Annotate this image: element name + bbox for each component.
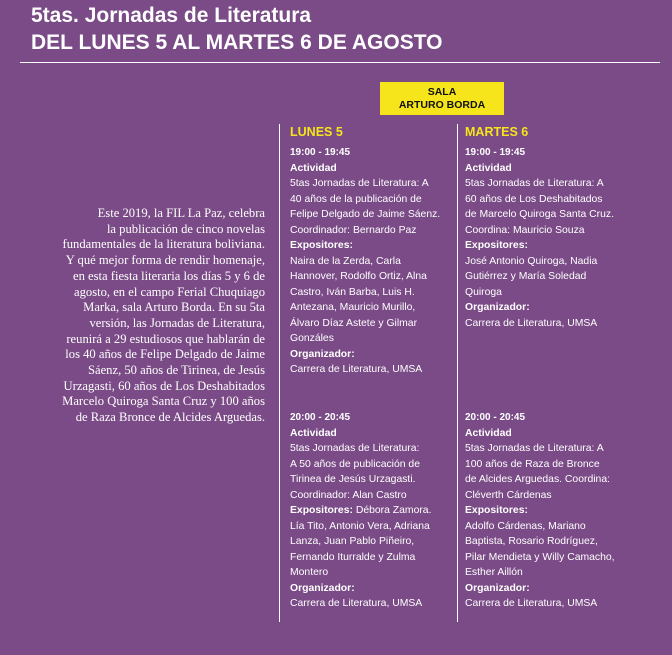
session-line: [290, 488, 431, 504]
session-text: Quiroga: [465, 286, 502, 298]
session-label: Actividad: [465, 427, 512, 439]
column-divider-right: [457, 124, 458, 622]
session-text: Naira de la Zerda, Carla: [290, 255, 401, 267]
session-line: [290, 581, 431, 597]
session-text: 5tas Jornadas de Literatura:: [290, 443, 420, 454]
intro-line: Marcelo Quiroga Santa Cruz y 100 años: [62, 394, 265, 409]
session-line: [465, 176, 635, 192]
session-text: Carrera de Literatura, UMSA: [290, 598, 423, 609]
session-line: [465, 192, 635, 208]
session-line: [465, 472, 615, 488]
column-divider-left: [279, 124, 280, 622]
session-text: Hannover, Rodolfo Ortiz, Alna: [290, 271, 427, 282]
session-line: [290, 426, 431, 442]
session-time: 20:00 - 20:45: [465, 412, 526, 423]
session-text: Carrera de Literatura, UMSA: [465, 598, 598, 609]
session-time: 19:00 - 19:45: [465, 147, 526, 158]
session-line: [290, 254, 445, 270]
intro-line: Marka, sala Arturo Borda. En su 5ta: [83, 300, 265, 315]
intro-line: Y qué mejor forma de rendir homenaje,: [65, 253, 265, 268]
session-line: [465, 254, 635, 270]
session-line: [290, 519, 431, 535]
session-line: [290, 176, 445, 192]
session-line: [290, 565, 431, 581]
session-label: Organizador:: [465, 582, 530, 594]
session-line: [465, 519, 615, 535]
session-line: [465, 300, 635, 316]
session-text: 5tas Jornadas de Literatura: A: [290, 178, 429, 189]
session-text: 5tas Jornadas de Literatura: A: [465, 178, 604, 189]
page-title: 5tas. Jornadas de Literatura: [31, 4, 312, 27]
session-text: Pilar Mendieta y Willy Camacho,: [465, 551, 615, 563]
session-text: Fernando Iturralde y Zulma: [290, 551, 416, 563]
session-line: [465, 550, 615, 566]
session-block: [465, 145, 635, 331]
session-label: Organizador:: [290, 348, 355, 360]
session-label: Actividad: [290, 427, 337, 439]
session-label: Actividad: [465, 162, 512, 174]
session-block: [290, 145, 445, 378]
day-column-tuesday: [465, 124, 635, 609]
session-line: [465, 457, 615, 473]
session-text: Felipe Delgado de Jaime Sáenz.: [290, 209, 441, 220]
session-line: [465, 565, 615, 581]
session-text: 100 años de Raza de Bronce: [465, 458, 600, 470]
page-subtitle: DEL LUNES 5 AL MARTES 6 DE AGOSTO: [31, 31, 443, 54]
session-line: [290, 550, 431, 566]
session-line: [465, 441, 615, 457]
session-text: Coordinador: Bernardo Paz: [290, 224, 417, 236]
session-label: Expositores:: [465, 240, 528, 251]
session-line: [290, 331, 445, 347]
session-text: Carrera de Literatura, UMSA: [465, 317, 598, 329]
intro-line: reunirá a 29 estudiosos que hablarán de: [66, 331, 265, 346]
intro-paragraph: [33, 206, 265, 426]
session-line: [290, 161, 445, 177]
session-line: [290, 207, 445, 223]
session-text: Álvaro Díaz Astete y Gilmar: [290, 317, 418, 329]
day-heading: LUNES 5: [290, 125, 343, 139]
room-label-line1: SALA: [427, 86, 457, 98]
session-line: [290, 503, 431, 519]
intro-line: versión, las Jornadas de Literatura,: [89, 315, 265, 330]
intro-line: la publicación de cinco novelas: [106, 221, 265, 236]
session-line: [290, 192, 445, 208]
day-column-monday: [290, 124, 445, 609]
session-text: Coordina: Mauricio Souza: [465, 224, 585, 236]
intro-line: de Raza Bronce de Alcides Arguedas.: [75, 410, 265, 425]
intro-line: Este 2019, la FIL La Paz, celebra: [97, 206, 265, 220]
session-line: [290, 596, 431, 612]
session-text: Adolfo Cárdenas, Mariano: [465, 520, 586, 532]
intro-line: en esta fiesta literaria los días 5 y 6 de: [73, 268, 265, 283]
session-text: de Marcelo Quiroga Santa Cruz.: [465, 209, 615, 220]
session-line: [465, 238, 635, 254]
session-text: Esther Aillón: [465, 567, 523, 578]
session-line: [465, 316, 635, 332]
session-label: Organizador:: [290, 582, 355, 594]
session-text: Lía Tito, Antonio Vera, Adriana: [290, 520, 430, 532]
session-text: 40 años de la publicación de: [290, 193, 422, 205]
session-text: 60 años de Los Deshabitados: [465, 193, 603, 205]
intro-line: fundamentales de la literatura boliviana.: [62, 237, 265, 252]
session-text: de Alcides Arguedas. Coordina:: [465, 474, 610, 485]
session-text: Castro, Iván Barba, Luis H.: [290, 286, 415, 298]
session-line: [465, 285, 635, 301]
session-line: [290, 472, 431, 488]
session-line: [465, 223, 635, 239]
session-label: Expositores:: [290, 240, 353, 251]
session-line: [465, 581, 615, 597]
session-text: Gonzáles: [290, 333, 334, 344]
session-text: Cléverth Cárdenas: [465, 489, 552, 501]
session-line: [290, 441, 431, 457]
session-line: [290, 316, 445, 332]
room-label-line2: ARTURO BORDA: [398, 99, 486, 111]
session-text: José Antonio Quiroga, Nadia: [465, 255, 598, 267]
session-text: Tirinea de Jesús Urzagasti.: [290, 474, 416, 485]
session-label: Organizador:: [465, 302, 530, 313]
session-time: 20:00 - 20:45: [290, 412, 351, 423]
session-line: [290, 457, 431, 473]
session-line: [290, 362, 445, 378]
day-heading: MARTES 6: [465, 125, 529, 139]
session-text: 5tas Jornadas de Literatura: A: [465, 443, 604, 454]
session-text: Gutiérrez y María Soledad: [465, 271, 587, 282]
session-text: Baptista, Rosario Rodríguez,: [465, 536, 598, 547]
session-line: [290, 238, 445, 254]
session-block: [465, 410, 615, 612]
session-line: [290, 300, 445, 316]
session-line: [290, 534, 431, 550]
session-label: Expositores:: [290, 505, 353, 516]
session-text: Antezana, Mauricio Murillo,: [290, 302, 416, 313]
session-line: [465, 488, 615, 504]
session-line: [290, 269, 445, 285]
session-label: Expositores:: [465, 505, 528, 516]
intro-line: los 40 años de Felipe Delgado de Jaime: [65, 347, 265, 362]
intro-line: Sáenz, 50 años de Tirinea, de Jesús: [88, 363, 265, 378]
title-divider: [20, 62, 660, 63]
session-block: [290, 410, 431, 612]
session-text: Lanza, Juan Pablo Piñeiro,: [290, 536, 415, 547]
session-line: [465, 596, 615, 612]
session-line: [290, 347, 445, 363]
intro-line: Urzagasti, 60 años de Los Deshabitados: [63, 378, 265, 393]
session-line: [290, 223, 445, 239]
session-line: [465, 269, 635, 285]
session-line: [290, 285, 445, 301]
session-text: Carrera de Literatura, UMSA: [290, 364, 423, 375]
session-line: [465, 161, 635, 177]
session-label: Actividad: [290, 162, 337, 174]
session-line: [465, 426, 615, 442]
session-time: 19:00 - 19:45: [290, 147, 351, 158]
room-label-box: [380, 82, 504, 115]
session-text: Montero: [290, 567, 329, 578]
session-text: Coordinador: Alan Castro: [290, 489, 407, 501]
session-text: Débora Zamora.: [352, 505, 432, 516]
intro-line: agosto, en el campo Ferial Chuquiago: [74, 284, 265, 299]
session-line: [465, 534, 615, 550]
session-line: [465, 207, 635, 223]
session-line: [465, 503, 615, 519]
session-text: A 50 años de publicación de: [290, 458, 420, 470]
